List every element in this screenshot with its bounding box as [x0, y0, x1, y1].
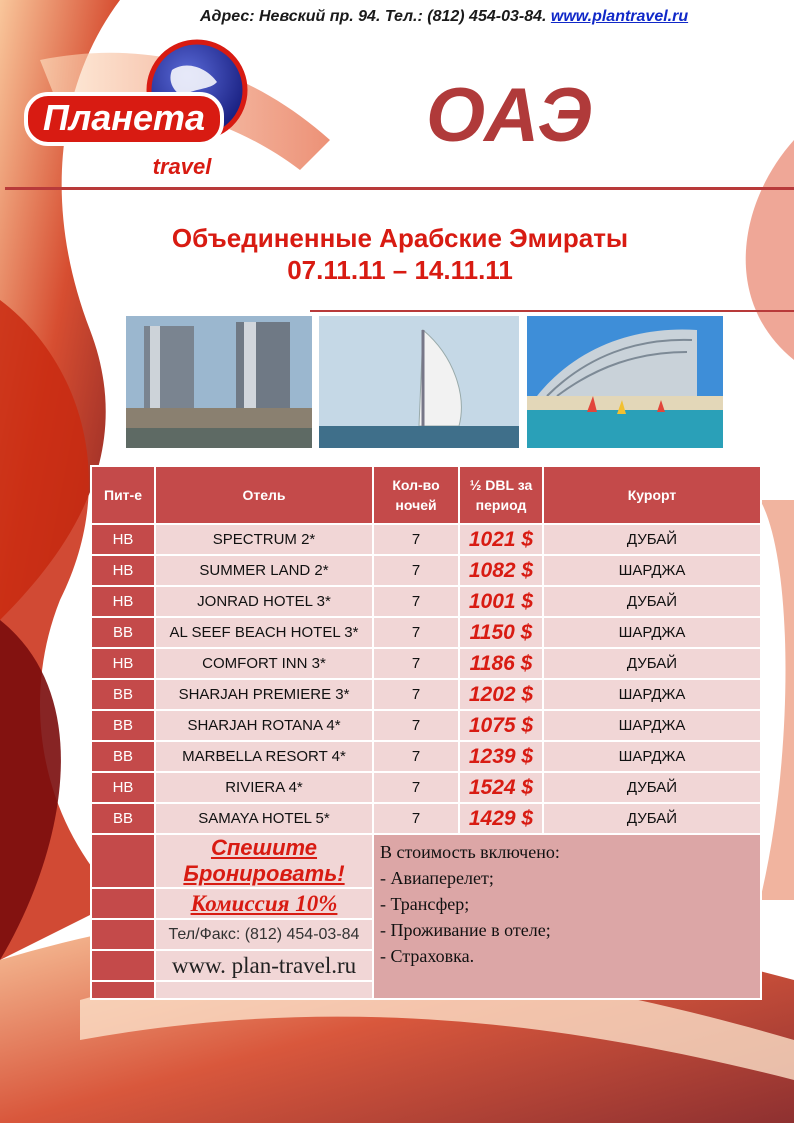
photo-burj-al-arab [319, 316, 519, 448]
cell-nights: 7 [373, 772, 459, 803]
cell-hotel: JONRAD HOTEL 3* [155, 586, 373, 617]
cell-hotel: MARBELLA RESORT 4* [155, 741, 373, 772]
promo-site-link[interactable]: www. plan-travel.ru [171, 952, 357, 978]
promo-side-cell [91, 981, 155, 999]
table-row [91, 803, 761, 834]
cell-price: 1082 $ [459, 555, 543, 586]
table-header-row [91, 466, 761, 524]
promo-site-cell [155, 950, 373, 981]
cell-hotel: SHARJAH ROTANA 4* [155, 710, 373, 741]
promo-phone: Тел/Факс: (812) 454-03-84 [168, 925, 360, 943]
cell-resort: ДУБАЙ [543, 586, 761, 617]
table-row [91, 741, 761, 772]
cell-food: HB [91, 648, 155, 679]
cell-hotel: COMFORT INN 3* [155, 648, 373, 679]
header-food: Пит-е [91, 466, 155, 524]
cell-hotel: RIVIERA 4* [155, 772, 373, 803]
included-item: - Авиаперелет; [380, 868, 494, 888]
included-title: В стоимость включено: [380, 842, 560, 862]
header-price: ½ DBL за период [459, 466, 543, 524]
promo-hurry: Спешите Бронировать! [183, 835, 345, 886]
cell-nights: 7 [373, 679, 459, 710]
photo-towers [126, 316, 312, 448]
cell-price: 1150 $ [459, 617, 543, 648]
cell-resort: ШАРДЖА [543, 555, 761, 586]
header-resort: Курорт [543, 466, 761, 524]
logo-main-text: Планета [42, 97, 206, 138]
cell-hotel: SHARJAH PREMIERE 3* [155, 679, 373, 710]
subtitle-dates: 07.11.11 – 14.11.11 [287, 255, 513, 285]
cell-nights: 7 [373, 710, 459, 741]
cell-nights: 7 [373, 648, 459, 679]
planeta-travel-logo [22, 30, 262, 180]
table-row [91, 586, 761, 617]
cell-price: 1021 $ [459, 524, 543, 555]
cell-price: 1075 $ [459, 710, 543, 741]
table-row [91, 710, 761, 741]
header-nights: Кол-во ночей [373, 466, 459, 524]
cell-food: BB [91, 617, 155, 648]
promo-row [91, 834, 761, 888]
cell-hotel: SAMAYA HOTEL 5* [155, 803, 373, 834]
cell-hotel: AL SEEF BEACH HOTEL 3* [155, 617, 373, 648]
subtitle-divider [310, 310, 794, 312]
cell-resort: ДУБАЙ [543, 524, 761, 555]
cell-resort: ДУБАЙ [543, 803, 761, 834]
cell-resort: ДУБАЙ [543, 772, 761, 803]
table-row [91, 772, 761, 803]
cell-resort: ШАРДЖА [543, 741, 761, 772]
cell-price: 1429 $ [459, 803, 543, 834]
website-link[interactable]: www.plantravel.ru [550, 8, 689, 25]
included-item: - Страховка. [380, 946, 475, 966]
promo-phone-cell [155, 919, 373, 950]
cell-hotel: SPECTRUM 2* [155, 524, 373, 555]
cell-resort: ШАРДЖА [543, 679, 761, 710]
promo-empty-cell [155, 981, 373, 999]
cell-price: 1001 $ [459, 586, 543, 617]
header-divider [5, 187, 794, 190]
cell-food: BB [91, 679, 155, 710]
price-table [90, 465, 762, 1000]
cell-nights: 7 [373, 586, 459, 617]
promo-hurry-cell [155, 834, 373, 888]
promo-side-cell [91, 834, 155, 888]
cell-food: HB [91, 524, 155, 555]
header-hotel: Отель [155, 466, 373, 524]
logo-sub-text: travel [152, 154, 212, 179]
cell-resort: ШАРДЖА [543, 710, 761, 741]
page-title: ОАЭ [426, 73, 594, 158]
cell-price: 1202 $ [459, 679, 543, 710]
cell-price: 1239 $ [459, 741, 543, 772]
cell-price: 1524 $ [459, 772, 543, 803]
cell-hotel: SUMMER LAND 2* [155, 555, 373, 586]
cell-nights: 7 [373, 617, 459, 648]
included-box [373, 834, 761, 999]
cell-nights: 7 [373, 524, 459, 555]
promo-side-cell [91, 919, 155, 950]
promo-side-cell [91, 888, 155, 919]
cell-food: BB [91, 741, 155, 772]
cell-nights: 7 [373, 741, 459, 772]
table-row [91, 524, 761, 555]
table-row [91, 617, 761, 648]
subtitle [100, 222, 700, 286]
included-item: - Проживание в отеле; [380, 920, 551, 940]
table-row [91, 679, 761, 710]
subtitle-country: Объединенные Арабские Эмираты [171, 223, 629, 253]
cell-food: HB [91, 772, 155, 803]
cell-food: BB [91, 803, 155, 834]
cell-resort: ШАРДЖА [543, 617, 761, 648]
included-item: - Трансфер; [380, 894, 470, 914]
table-row [91, 555, 761, 586]
address-line [200, 8, 790, 26]
cell-food: HB [91, 555, 155, 586]
cell-nights: 7 [373, 555, 459, 586]
cell-resort: ДУБАЙ [543, 648, 761, 679]
promo-side-cell [91, 950, 155, 981]
cell-food: HB [91, 586, 155, 617]
cell-price: 1186 $ [459, 648, 543, 679]
table-row [91, 648, 761, 679]
address-text: Адрес: Невский пр. 94. Тел.: (812) 454-03-84. [200, 8, 551, 25]
photo-jumeirah-beach-hotel [527, 316, 723, 448]
cell-food: BB [91, 710, 155, 741]
promo-commission: Комиссия 10% [190, 890, 338, 916]
cell-nights: 7 [373, 803, 459, 834]
promo-commission-cell [155, 888, 373, 919]
